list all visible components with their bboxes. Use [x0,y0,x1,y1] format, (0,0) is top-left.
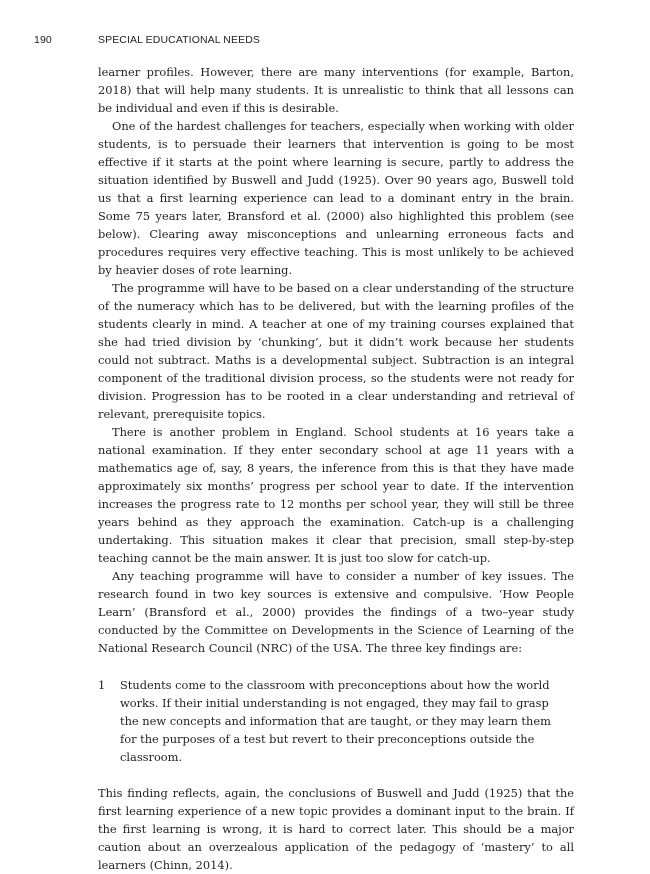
paragraph: The programme will have to be based on a clear understanding of the structure of the numeracy which has to be delivered, but with the learning profiles of the students clearly in mind. A teacher at one of my training courses explained that she had tried division by ‘chunking’, but it didn’t work because her students could not subtract. Maths is a developmental subject. Subtraction is an integral component of the traditional division process, so the students were not ready for division. Progression has to be rooted in a clear understanding and retrieval of relevant, prerequisite topics. [98,281,574,421]
running-title: SPECIAL EDUCATIONAL NEEDS [98,34,260,46]
key-findings-list [98,676,574,766]
list-item-number: 1 [98,678,106,692]
list-item [98,676,553,766]
running-head [34,32,590,48]
body-text [98,63,574,874]
paragraph-continued: learner profiles. However, there are many interventions (for example, Barton, 2018) that will help many students. It is unrealistic to think that all lessons can be individual and even if this is desirable. [98,65,574,115]
paragraph: Any teaching programme will have to consider a number of key issues. The research found in two key sources is extensive and compulsive. ‘How People Learn’ (Bransford et al., 2000) provides the findings of a two–year study conducted by the Committee on Developments in the Science of Learning of the National Research Council (NRC) of the USA. The three key findings are: [98,569,574,655]
paragraph: There is another problem in England. School students at 16 years take a national examination. If they enter secondary school at age 11 years with a mathematics age of, say, 8 years, the inference from this is that they have made approximately six months’ progress per school year to date. If the intervention increases the progress rate to 12 months per school year, they will still be three years behind as they approach the examination. Catch-up is a challenging undertaking. This situation makes it clear that precision, small step-by-step teaching cannot be the main answer. It is just too slow for catch-up. [98,425,574,565]
list-item-text: Students come to the classroom with preconceptions about how the world works. If their initial understanding is not engaged, they may fail to grasp the new concepts and information that are taught, or they may learn them for the purposes of a test but revert to their preconceptions outside the classroom. [120,678,551,764]
paragraph: One of the hardest challenges for teachers, especially when working with older students, is to persuade their learners that intervention is going to be most effective if it starts at the point where learning is secure, partly to address the situation identified by Buswell and Judd (1925). Over 90 years ago, Buswell told us that a first learning experience can lead to a dominant entry in the brain. Some 75 years later, Bransford et al. (2000) also highlighted this problem (see below). Clearing away misconceptions and unlearning erroneous facts and procedures requires very effective teaching. This is most unlikely to be achieved by heavier doses of rote learning. [98,119,574,277]
closing-paragraph: This finding reflects, again, the conclusions of Buswell and Judd (1925) that the first learning experience of a new topic provides a dominant input to the brain. If the first learning is wrong, it is hard to correct later. This should be a major caution about an overzealous application of the pedagogy of ‘mastery’ to all learners (Chinn, 2014). [98,786,574,872]
page-number: 190 [34,34,52,46]
